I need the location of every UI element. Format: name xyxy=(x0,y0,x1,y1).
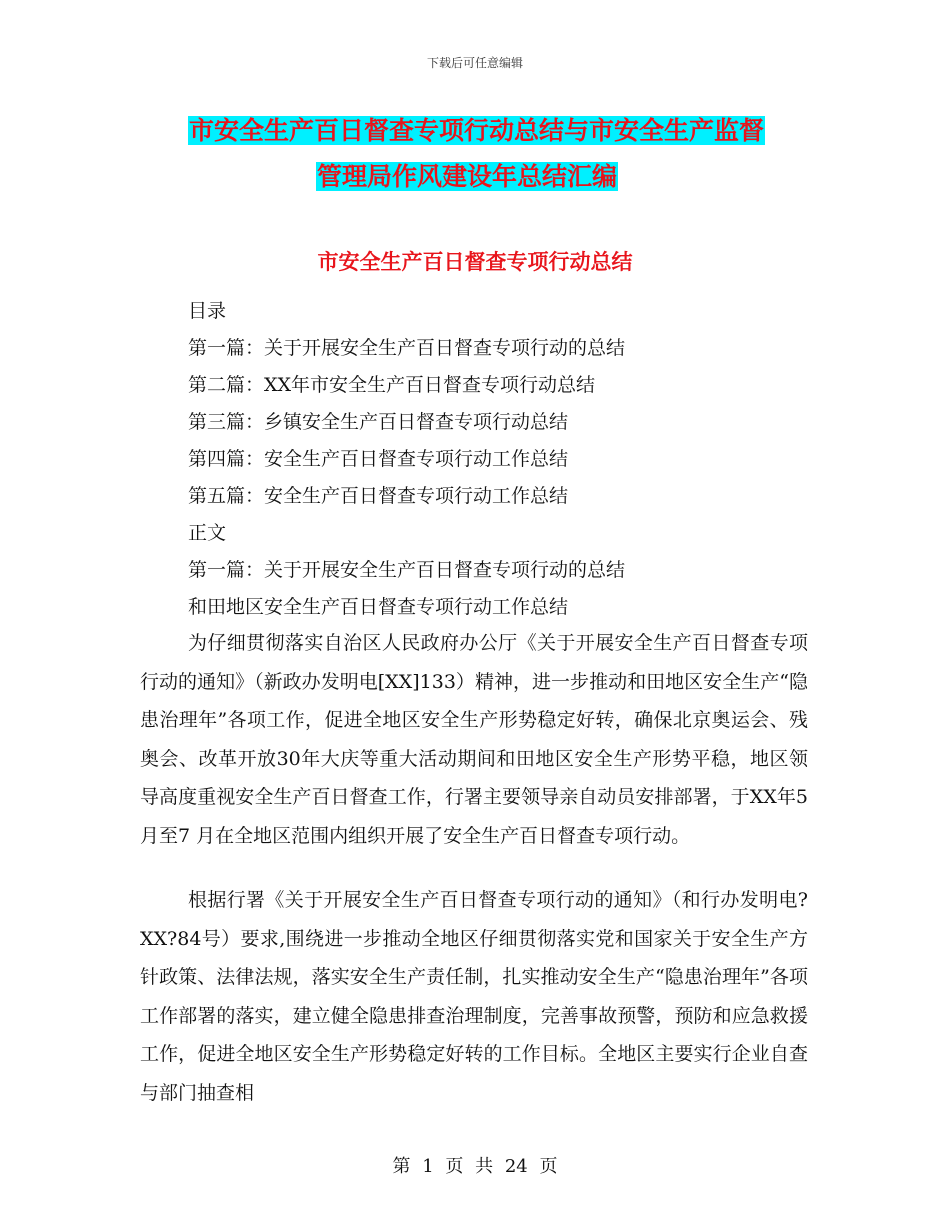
toc-line: 正文 xyxy=(188,522,227,544)
toc-line: 和田地区安全生产百日督查专项行动工作总结 xyxy=(188,596,569,618)
page-footer: 第 1 页 共 24 页 xyxy=(392,1156,558,1177)
toc-line: 第一篇：关于开展安全生产百日督查专项行动的总结 xyxy=(188,559,626,581)
body-paragraph-1: 为仔细贯彻落实自治区人民政府办公厅《关于开展安全生产百日督查专项行动的通知》（新政办发明电[XX]133）精神，进一步推动和田地区安全生产“隐患治理年”各项工作，促进全地区安全生产形势稳定好转，确保北京奥运会、残奥会、改革开放30年大庆等重大活动期间和田地区安全生产形势平稳，地区领导高度重视安全生产百日督查工作，行署主要领导亲自动员安排部署，于XX年5 月至7 月在全地区范围内组织开展了安全生产百日督查专项行动。 xyxy=(140,632,808,847)
toc-line: 目录 xyxy=(188,300,227,322)
header-note: 下载后可任意编辑 xyxy=(426,56,523,70)
toc-line: 第二篇：XX年市安全生产百日督查专项行动总结 xyxy=(188,374,596,396)
document-title xyxy=(188,108,808,200)
title-line-1 xyxy=(188,108,808,154)
table-of-contents xyxy=(188,293,828,626)
title-line-2-text: 管理局作风建设年总结汇编 xyxy=(317,162,618,191)
toc-line: 第五篇：安全生产百日督查专项行动工作总结 xyxy=(188,485,569,507)
section-title: 市安全生产百日督查专项行动总结 xyxy=(317,250,633,274)
title-line-2 xyxy=(188,154,808,200)
title-line-1-text: 市安全生产百日督查专项行动总结与市安全生产监督 xyxy=(189,116,765,145)
toc-line: 第四篇：安全生产百日督查专项行动工作总结 xyxy=(188,448,569,470)
toc-line: 第三篇：乡镇安全生产百日督查专项行动总结 xyxy=(188,411,569,433)
body-paragraph-2: 根据行署《关于开展安全生产百日督查专项行动的通知》（和行办发明电?XX?84号）要求,围绕进一步推动全地区仔细贯彻落实党和国家关于安全生产方针政策、法律法规，落实安全生产责任制，扎实推动安全生产“隐患治理年”各项工作部署的落实，建立健全隐患排查治理制度，完善事故预警，预防和应急救援工作，促进全地区安全生产形势稳定好转的工作目标。全地区主要实行企业自查与部门抽查相 xyxy=(140,889,808,1104)
toc-line: 第一篇：关于开展安全生产百日督查专项行动的总结 xyxy=(188,337,626,359)
